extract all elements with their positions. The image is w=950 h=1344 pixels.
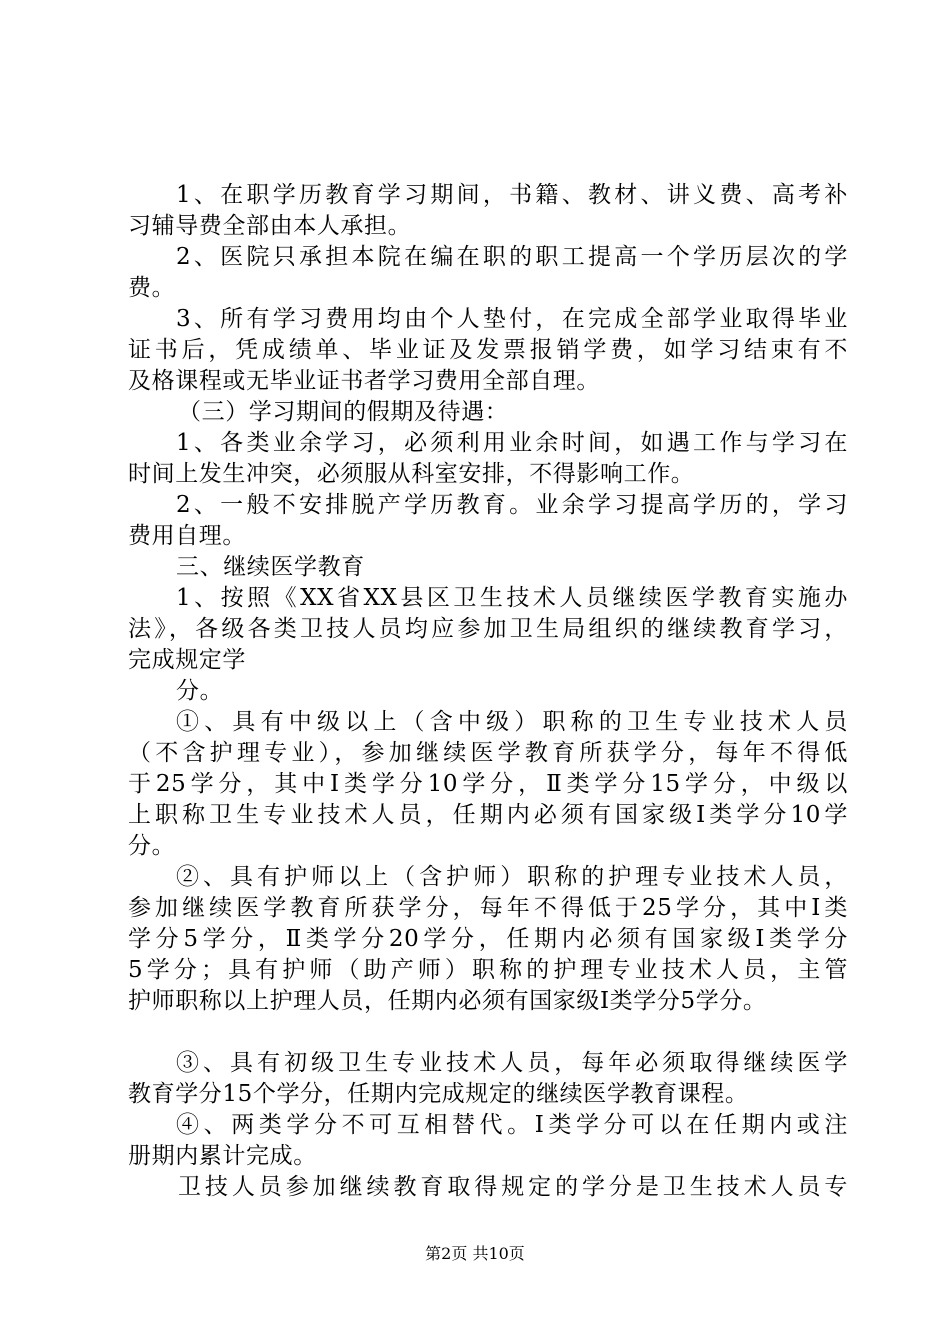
paragraph-line: 及格课程或无毕业证书者学习费用全部自理。: [128, 368, 600, 394]
paragraph-line: 完成规定学: [128, 647, 246, 673]
paragraph-line: ④、两类学分不可互相替代。Ⅰ类学分可以在任期内或注: [176, 1112, 848, 1138]
paragraph-line: ①、具有中级以上（含中级）职称的卫生专业技术人员: [176, 709, 848, 735]
blank-line: [128, 1017, 848, 1048]
paragraph-line: （不含护理专业），参加继续医学教育所获学分，每年不得低: [128, 740, 848, 766]
paragraph-line: 习辅导费全部由本人承担。: [128, 213, 412, 239]
paragraph-line: 时间上发生冲突，必须服从科室安排，不得影响工作。: [128, 461, 695, 487]
section-heading: （三）学习期间的假期及待遇：: [178, 399, 509, 425]
paragraph-line: 1、在职学历教育学习期间，书籍、教材、讲义费、高考补: [176, 182, 848, 208]
paragraph-line: 教育学分15个学分，任期内完成规定的继续医学教育课程。: [128, 1081, 749, 1107]
paragraph-line: 费用自理。: [128, 523, 246, 549]
paragraph-line: 3、所有学习费用均由个人垫付，在完成全部学业取得毕业: [176, 306, 848, 332]
paragraph-line: 护师职称以上护理人员，任期内必须有国家级Ⅰ类学分5学分。: [128, 988, 767, 1014]
paragraph-line: 上职称卫生专业技术人员，任期内必须有国家级Ⅰ类学分10学: [128, 802, 848, 828]
paragraph-line: 证书后，凭成绩单、毕业证及发票报销学费，如学习结束有不: [128, 337, 848, 363]
paragraph-line: 于25学分，其中Ⅰ类学分10学分，Ⅱ类学分15学分，中级以: [128, 771, 848, 797]
paragraph-line: 分。: [176, 678, 224, 704]
paragraph-line: 学分5学分，Ⅱ类学分20学分，任期内必须有国家级Ⅰ类学分: [128, 926, 848, 952]
page-number-footer: 第2页 共10页: [425, 1244, 525, 1263]
paragraph-line: 5学分；具有护师（助产师）职称的护理专业技术人员，主管: [128, 957, 848, 983]
paragraph-line: 费。: [128, 275, 176, 301]
document-body: [128, 180, 848, 1203]
paragraph-line: 册期内累计完成。: [128, 1143, 317, 1169]
paragraph-line: 分。: [128, 833, 176, 859]
paragraph-line: ③、具有初级卫生专业技术人员，每年必须取得继续医学: [176, 1050, 848, 1076]
paragraph-line: 卫技人员参加继续教育取得规定的学分是卫生技术人员专: [178, 1174, 848, 1200]
section-heading: 三、继续医学教育: [176, 554, 365, 580]
paragraph-line: 2、医院只承担本院在编在职的职工提高一个学历层次的学: [176, 244, 848, 270]
paragraph-line: 1、各类业余学习，必须利用业余时间，如遇工作与学习在: [176, 430, 848, 456]
paragraph-line: ②、具有护师以上（含护师）职称的护理专业技术人员，: [176, 864, 848, 890]
paragraph-line: 2、一般不安排脱产学历教育。业余学习提高学历的，学习: [176, 492, 848, 518]
paragraph-line: 法》，各级各类卫技人员均应参加卫生局组织的继续教育学习，: [128, 616, 848, 642]
paragraph-line: 1、按照《XX省XX县区卫生技术人员继续医学教育实施办: [176, 585, 848, 611]
paragraph-line: 参加继续医学教育所获学分，每年不得低于25学分，其中Ⅰ类: [128, 895, 848, 921]
